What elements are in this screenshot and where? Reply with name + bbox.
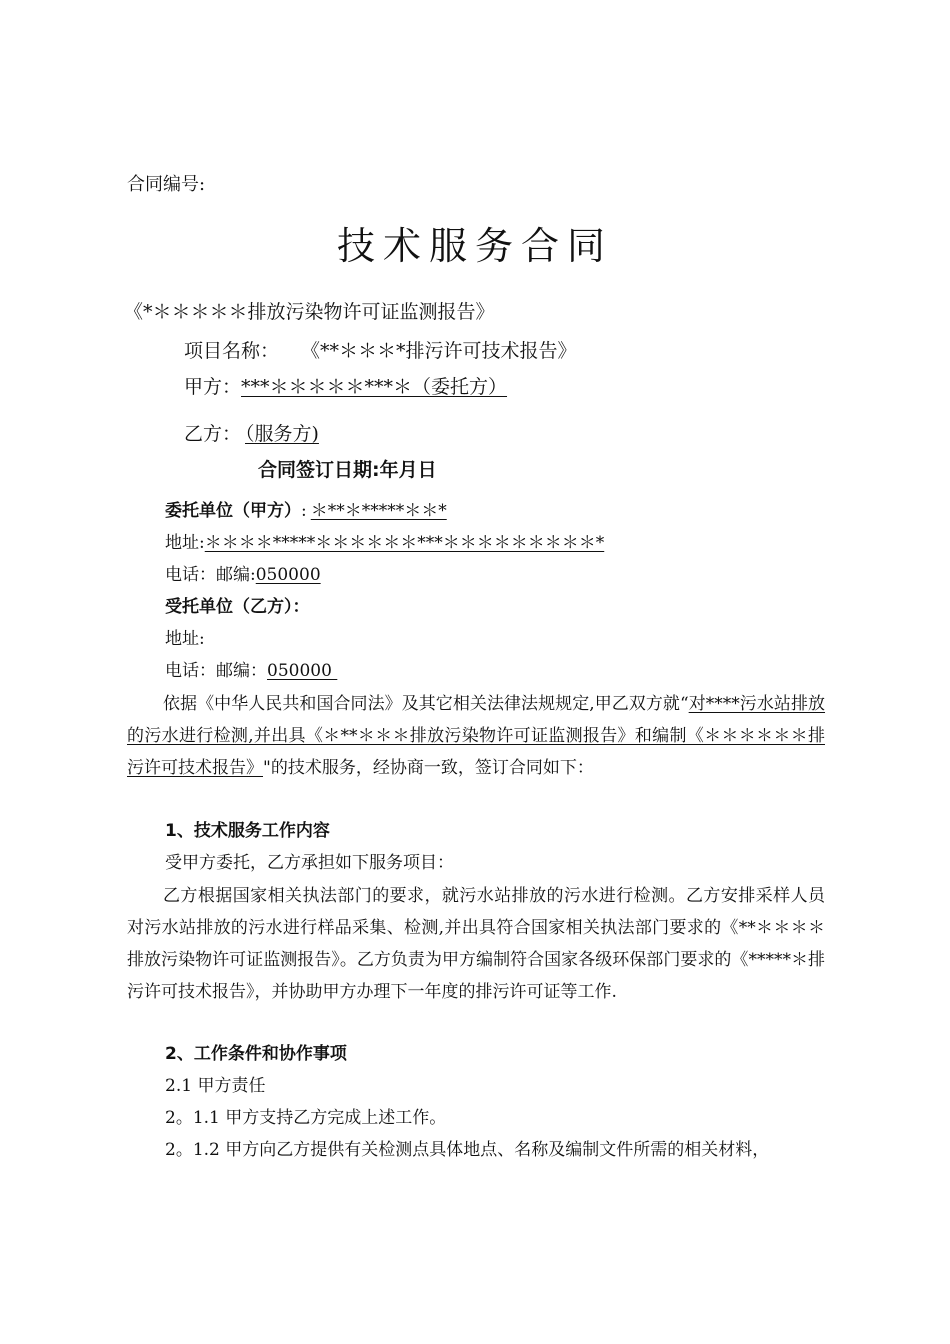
contractor-label: 受托单位（乙方）：	[165, 597, 310, 617]
intro-text-end: "的技术服务，经协商一致，签订合同如下：	[263, 758, 594, 778]
document-title: 技术服务合同	[336, 224, 613, 268]
project-name-value: 《**＊＊＊*排污许可技术报告》	[301, 340, 577, 362]
party-a-label: 甲方：	[184, 376, 242, 398]
contractor-address-label: 地址:	[165, 629, 205, 649]
party-a-row	[184, 374, 507, 400]
item-2-1-2: 2。1.2 甲方向乙方提供有关检测点具体地点、名称及编制文件所需的相关材料，	[165, 1140, 770, 1160]
report-name-line: 《*＊＊＊＊＊排放污染物许可证监测报告》	[124, 301, 495, 323]
client-postcode: 050000	[255, 565, 321, 585]
party-b-value: （服务方)	[245, 423, 319, 445]
item-2-1-1: 2。1.1 甲方支持乙方完成上述工作。	[165, 1108, 447, 1128]
contractor-postcode: 050000	[267, 661, 338, 681]
section-2-heading: 2、工作条件和协作事项	[165, 1044, 347, 1064]
client-address-row	[165, 532, 604, 554]
item-2-1: 2.1 甲方责任	[165, 1076, 266, 1096]
client-label: 委托单位（甲方）	[165, 501, 301, 521]
sign-date: 合同签订日期:年月日	[258, 459, 437, 481]
party-a-value: ***＊＊＊＊＊***＊（委托方）	[241, 376, 508, 398]
client-address-value: ＊＊＊＊*****＊＊＊＊＊＊***＊＊＊＊＊＊＊＊＊*	[204, 533, 605, 553]
section-1-body: 乙方根据国家相关执法部门的要求，就污水站排放的污水进行检测。乙方安排采样人员对污水站排放的污水进行样品采集、检测,并出具符合国家相关执法部门要求的《**＊＊＊＊排放污染物许可证监测报告》。乙方负责为甲方编制符合国家各级环保部门要求的《*****＊排污许可技术报告》，并协助甲方办理下一年度的排污许可证等工作.	[127, 886, 825, 1002]
client-separator: :	[301, 501, 307, 521]
contract-number-label: 合同编号:	[127, 174, 206, 195]
project-name-row	[184, 338, 577, 364]
client-row	[165, 500, 447, 522]
project-name-label: 项目名称：	[184, 340, 280, 362]
client-address-label: 地址:	[165, 533, 205, 553]
client-phone-row	[165, 564, 321, 586]
contractor-phone-label: 电话：邮编：	[165, 661, 267, 681]
party-b-label: 乙方：	[184, 423, 242, 445]
client-phone-label: 电话：邮编:	[165, 565, 256, 585]
intro-text-start: 依据《中华人民共和国合同法》及其它相关法律法规规定,甲乙双方就“	[163, 694, 689, 714]
party-b-row	[184, 421, 319, 447]
section-1-heading: 1、技术服务工作内容	[165, 821, 330, 841]
client-value: ＊**＊*****＊＊*	[310, 501, 447, 521]
intro-service-scope: 对****污水站排放的污水进行检测,并出具《＊**＊＊＊排放污染物许可证监测报告》和编制《＊＊＊＊＊＊排污许可技术报告》	[127, 694, 826, 778]
contractor-phone-row	[165, 660, 337, 682]
section-1-intro: 受甲方委托，乙方承担如下服务项目：	[165, 853, 454, 873]
intro-paragraph	[127, 688, 825, 784]
